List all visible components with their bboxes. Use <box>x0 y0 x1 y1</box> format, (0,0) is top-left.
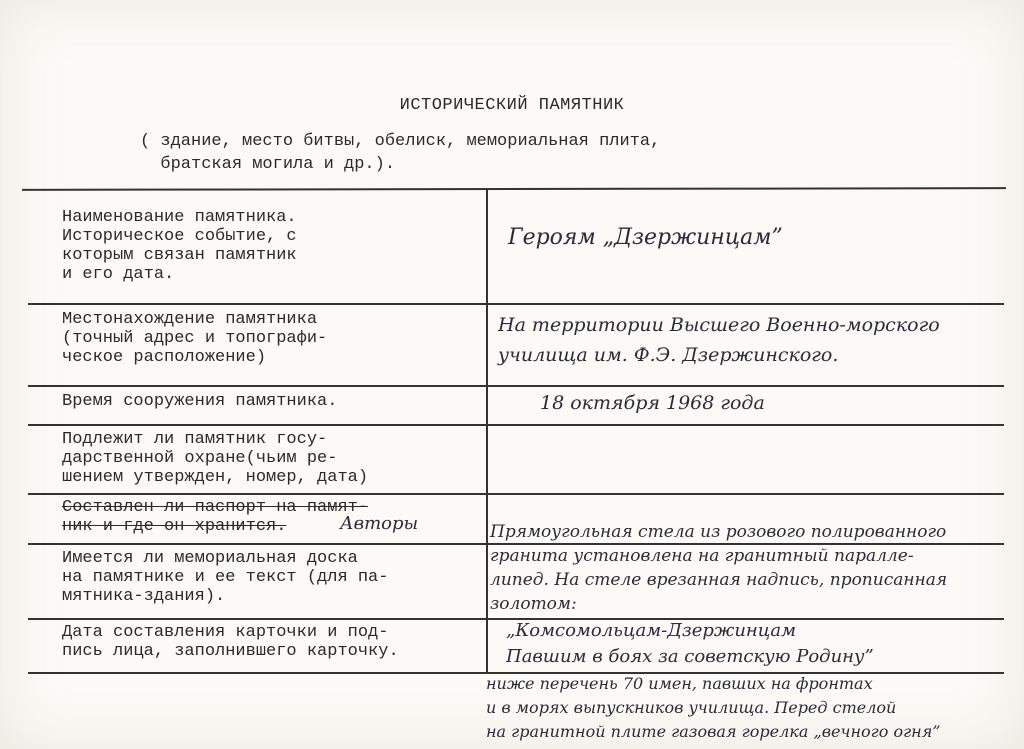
row-label-location: Местонахождение памятника (точный адрес и топографи- ческое расположение) <box>62 310 328 367</box>
value-monument-name: Героям „Дзержинцам” <box>508 225 783 250</box>
table-top-rule <box>22 187 1006 191</box>
card-subtitle: ( здание, место битвы, обелиск, мемориальная плита, братская могила и др.). <box>140 132 661 174</box>
row-divider <box>28 303 1004 305</box>
row-label-passport: Составлен ли паспорт на памят- ник и где он хранится. <box>62 498 369 536</box>
row-divider <box>28 424 1004 426</box>
footer-handwritten-note: ниже перечень 70 имен, павших на фронтах и в морях выпускников училища. Перед стелой на гранитной плите газовая горелка „вечного огня” <box>486 674 941 741</box>
value-construction-time: 18 октября 1968 года <box>540 392 765 414</box>
value-location: На территории Высшего Военно-морского училища им. Ф.Э. Дзержинского. <box>498 314 940 366</box>
row-label-construction-time: Время сооружения памятника. <box>62 392 338 411</box>
row-label-name: Наименование памятника. Историческое событие, с которым связан памятник и его дата. <box>62 208 297 284</box>
row-divider <box>28 385 1004 387</box>
row-label-card-date: Дата составления карточки и под- пись лица, заполнившего карточку. <box>62 623 399 661</box>
row-label-state-protection: Подлежит ли памятник госу- дарственной охране(чьим ре- шением утвержден, номер, дата) <box>62 430 369 487</box>
value-card-date: „Комсомольцам-Дзержинцам Павшим в боях за советскую Родину” <box>506 620 874 667</box>
label-note-authors: Авторы <box>340 513 419 534</box>
card-title: ИСТОРИЧЕСКИЙ ПАМЯТНИК <box>399 96 625 115</box>
value-memorial-plaque: Прямоугольная стела из розового полированного гранита установлена на гранитный паралле- липед. На стеле врезанная надпись, прописанная золотом: <box>490 522 948 614</box>
row-label-memorial-plaque: Имеется ли мемориальная доска на памятнике и ее текст (для па- мятника-здания). <box>62 549 389 606</box>
row-divider <box>28 493 1004 495</box>
column-divider <box>486 190 488 672</box>
